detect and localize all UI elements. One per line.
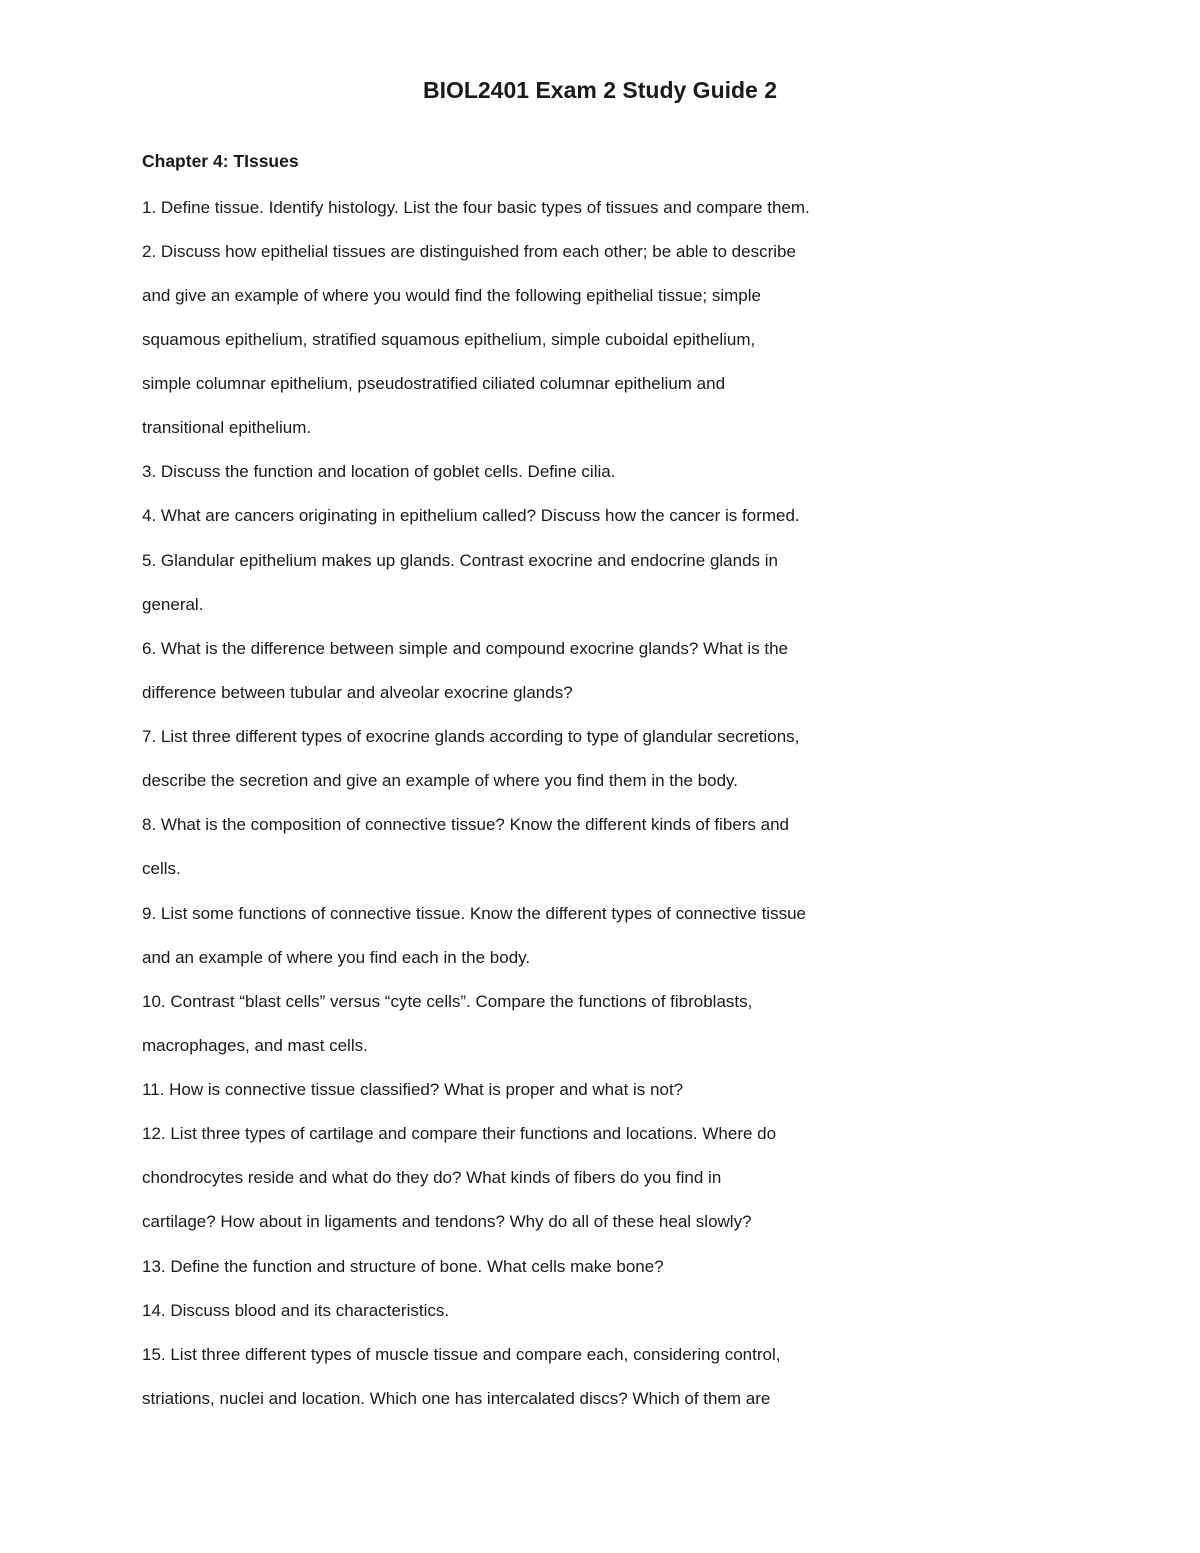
text-line: 3. Discuss the function and location of goblet cells. Define cilia. [142,462,616,481]
text-line: and an example of where you find each in the body. [142,948,531,967]
text-line: cartilage? How about in ligaments and tendons? Why do all of these heal slowly? [142,1212,752,1231]
text-line: striations, nuclei and location. Which one has intercalated discs? Which of them are [142,1389,771,1408]
text-line: macrophages, and mast cells. [142,1036,368,1055]
text-line: 7. List three different types of exocrine glands according to type of glandular secretions, [142,727,800,746]
chapter-heading: Chapter 4: TIssues [142,151,299,171]
text-line: chondrocytes reside and what do they do? What kinds of fibers do you find in [142,1168,722,1187]
text-line: describe the secretion and give an example of where you find them in the body. [142,771,738,790]
text-line: 9. List some functions of connective tissue. Know the different types of connective tissue [142,904,806,923]
text-line: and give an example of where you would find the following epithelial tissue; simple [142,286,761,305]
text-line: cells. [142,859,181,878]
text-line: 15. List three different types of muscle tissue and compare each, considering control, [142,1345,781,1364]
text-line: squamous epithelium, stratified squamous epithelium, simple cuboidal epithelium, [142,330,756,349]
text-line: 14. Discuss blood and its characteristics. [142,1301,450,1320]
text-line: 13. Define the function and structure of bone. What cells make bone? [142,1257,664,1276]
text-line: 10. Contrast “blast cells” versus “cyte cells”. Compare the functions of fibroblasts, [142,992,753,1011]
text-line: transitional epithelium. [142,418,312,437]
text-line: 5. Glandular epithelium makes up glands. Contrast exocrine and endocrine glands in [142,551,778,570]
document-title: BIOL2401 Exam 2 Study Guide 2 [422,77,778,103]
text-line: 11. How is connective tissue classified? What is proper and what is not? [142,1080,684,1099]
text-line: difference between tubular and alveolar exocrine glands? [142,683,573,702]
text-line: 12. List three types of cartilage and compare their functions and locations. Where do [142,1124,777,1143]
text-line: 8. What is the composition of connective tissue? Know the different kinds of fibers and [142,815,789,834]
text-line: general. [142,595,204,614]
text-line: 4. What are cancers originating in epithelium called? Discuss how the cancer is formed. [142,506,800,525]
text-line: simple columnar epithelium, pseudostratified ciliated columnar epithelium and [142,374,726,393]
text-line: 1. Define tissue. Identify histology. List the four basic types of tissues and compare them. [142,198,810,217]
text-line: 2. Discuss how epithelial tissues are distinguished from each other; be able to describe [142,242,796,261]
text-line: 6. What is the difference between simple and compound exocrine glands? What is the [142,639,789,658]
